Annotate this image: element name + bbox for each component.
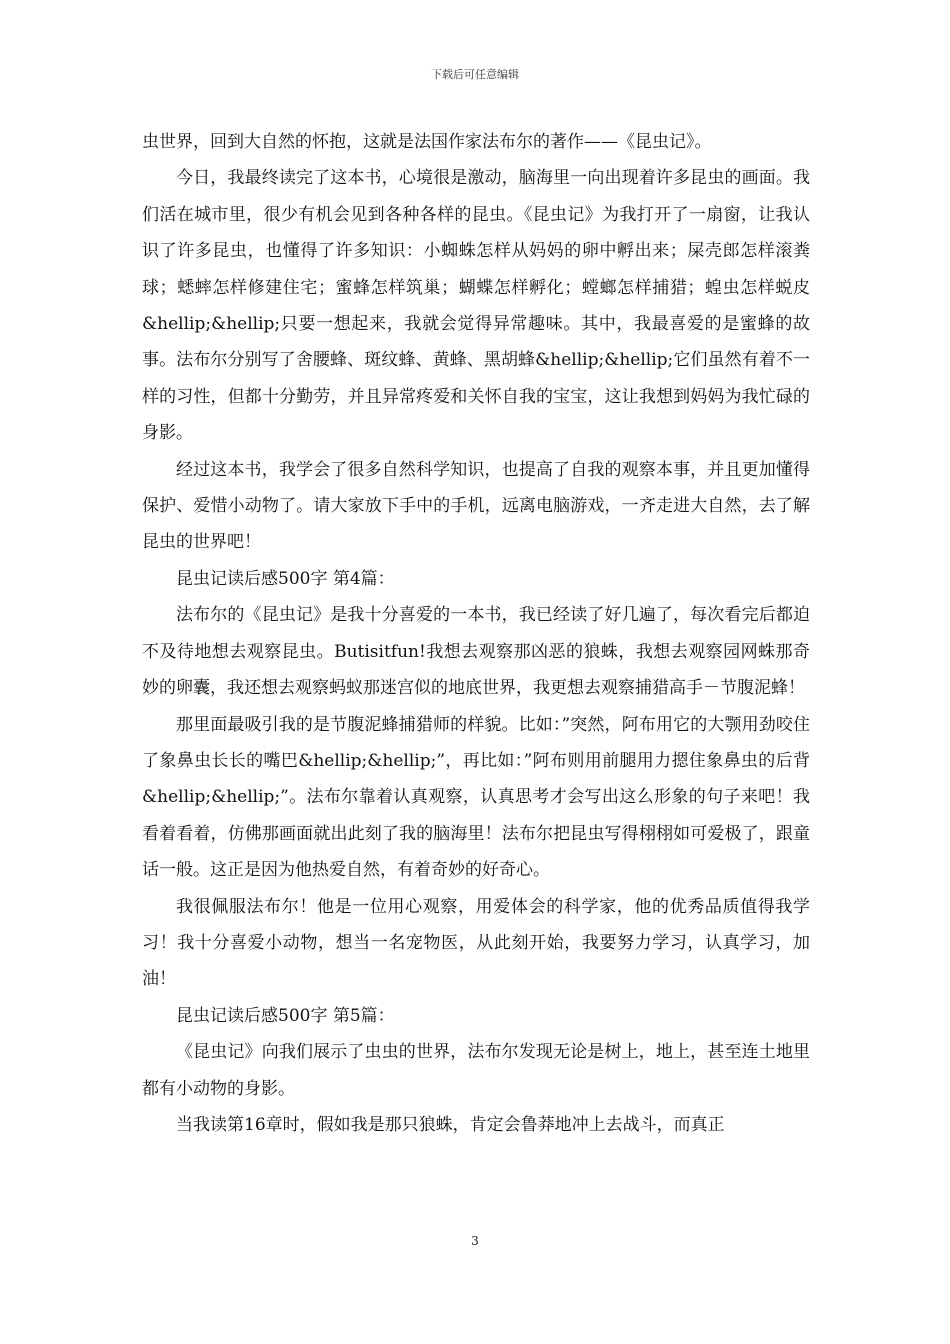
- paragraph: 虫世界，回到大自然的怀抱，这就是法国作家法布尔的著作——《昆虫记》。: [142, 132, 712, 152]
- document-body: [142, 124, 810, 1143]
- paragraph: 我很佩服法布尔！他是一位用心观察，用爱体会的科学家，他的优秀品质值得我学习！我十分喜爱小动物，想当一名宠物医，从此刻开始，我要努力学习，认真学习，加油！: [142, 896, 810, 990]
- paragraph: 今日，我最终读完了这本书，心境很是激动，脑海里一向出现着许多昆虫的画面。我们活在城市里，很少有机会见到各种各样的昆虫。《昆虫记》为我打开了一扇窗，让我认识了许多昆虫，也懂得了许多知识：小蜘蛛怎样从妈妈的卵中孵出来；屎壳郎怎样滚粪球；蟋蟀怎样修建住宅；蜜蜂怎样筑巢；蝴蝶怎样孵化；螳螂怎样捕猎；蝗虫怎样蜕皮&hellip;&hellip;只要一想起来，我就会觉得异常趣味。其中，我最喜爱的是蜜蜂的故事。法布尔分别写了舍腰蜂、斑纹蜂、黄蜂、黑胡蜂&hellip;&hellip;它们虽然有着不一样的习性，但都十分勤劳，并且异常疼爱和关怀自我的宝宝，这让我想到妈妈为我忙碌的身影。: [142, 168, 810, 444]
- paragraph: 法布尔的《昆虫记》是我十分喜爱的一本书，我已经读了好几遍了，每次看完后都迫不及待地想去观察昆虫。Butisitfun!我想去观察那凶恶的狼蛛，我想去观察园网蛛那奇妙的卵囊，我还想去观察蚂蚁那迷宫似的地底世界，我更想去观察捕猎高手－节腹泥蜂！: [142, 605, 810, 699]
- page-header: 下载后可任意编辑: [431, 68, 519, 81]
- section-heading: 昆虫记读后感500字 第5篇：: [176, 1005, 395, 1026]
- paragraph: 经过这本书，我学会了很多自然科学知识，也提高了自我的观察本事，并且更加懂得保护、爱惜小动物了。请大家放下手中的手机，远离电脑游戏，一齐走进大自然，去了解昆虫的世界吧！: [142, 459, 810, 553]
- paragraph: 《昆虫记》向我们展示了虫虫的世界，法布尔发现无论是树上，地上，甚至连土地里都有小动物的身影。: [142, 1042, 810, 1099]
- paragraph: 那里面最吸引我的是节腹泥蜂捕猎师的样貌。比如：”突然，阿布用它的大颚用劲咬住了象鼻虫长长的嘴巴&hellip;&hellip;”，再比如：”阿布则用前腿用力摁住象鼻虫的后背&hellip;&hellip;”。法布尔靠着认真观察，认真思考才会写出这么形象的句子来吧！我看着看着，仿佛那画面就出此刻了我的脑海里！法布尔把昆虫写得栩栩如可爱极了，跟童话一般。这正是因为他热爱自然，有着奇妙的好奇心。: [142, 714, 810, 881]
- page-number: 3: [471, 1234, 479, 1248]
- section-heading: 昆虫记读后感500字 第4篇：: [176, 568, 395, 589]
- paragraph: 当我读第16章时，假如我是那只狼蛛，肯定会鲁莽地冲上去战斗，而真正: [176, 1114, 725, 1135]
